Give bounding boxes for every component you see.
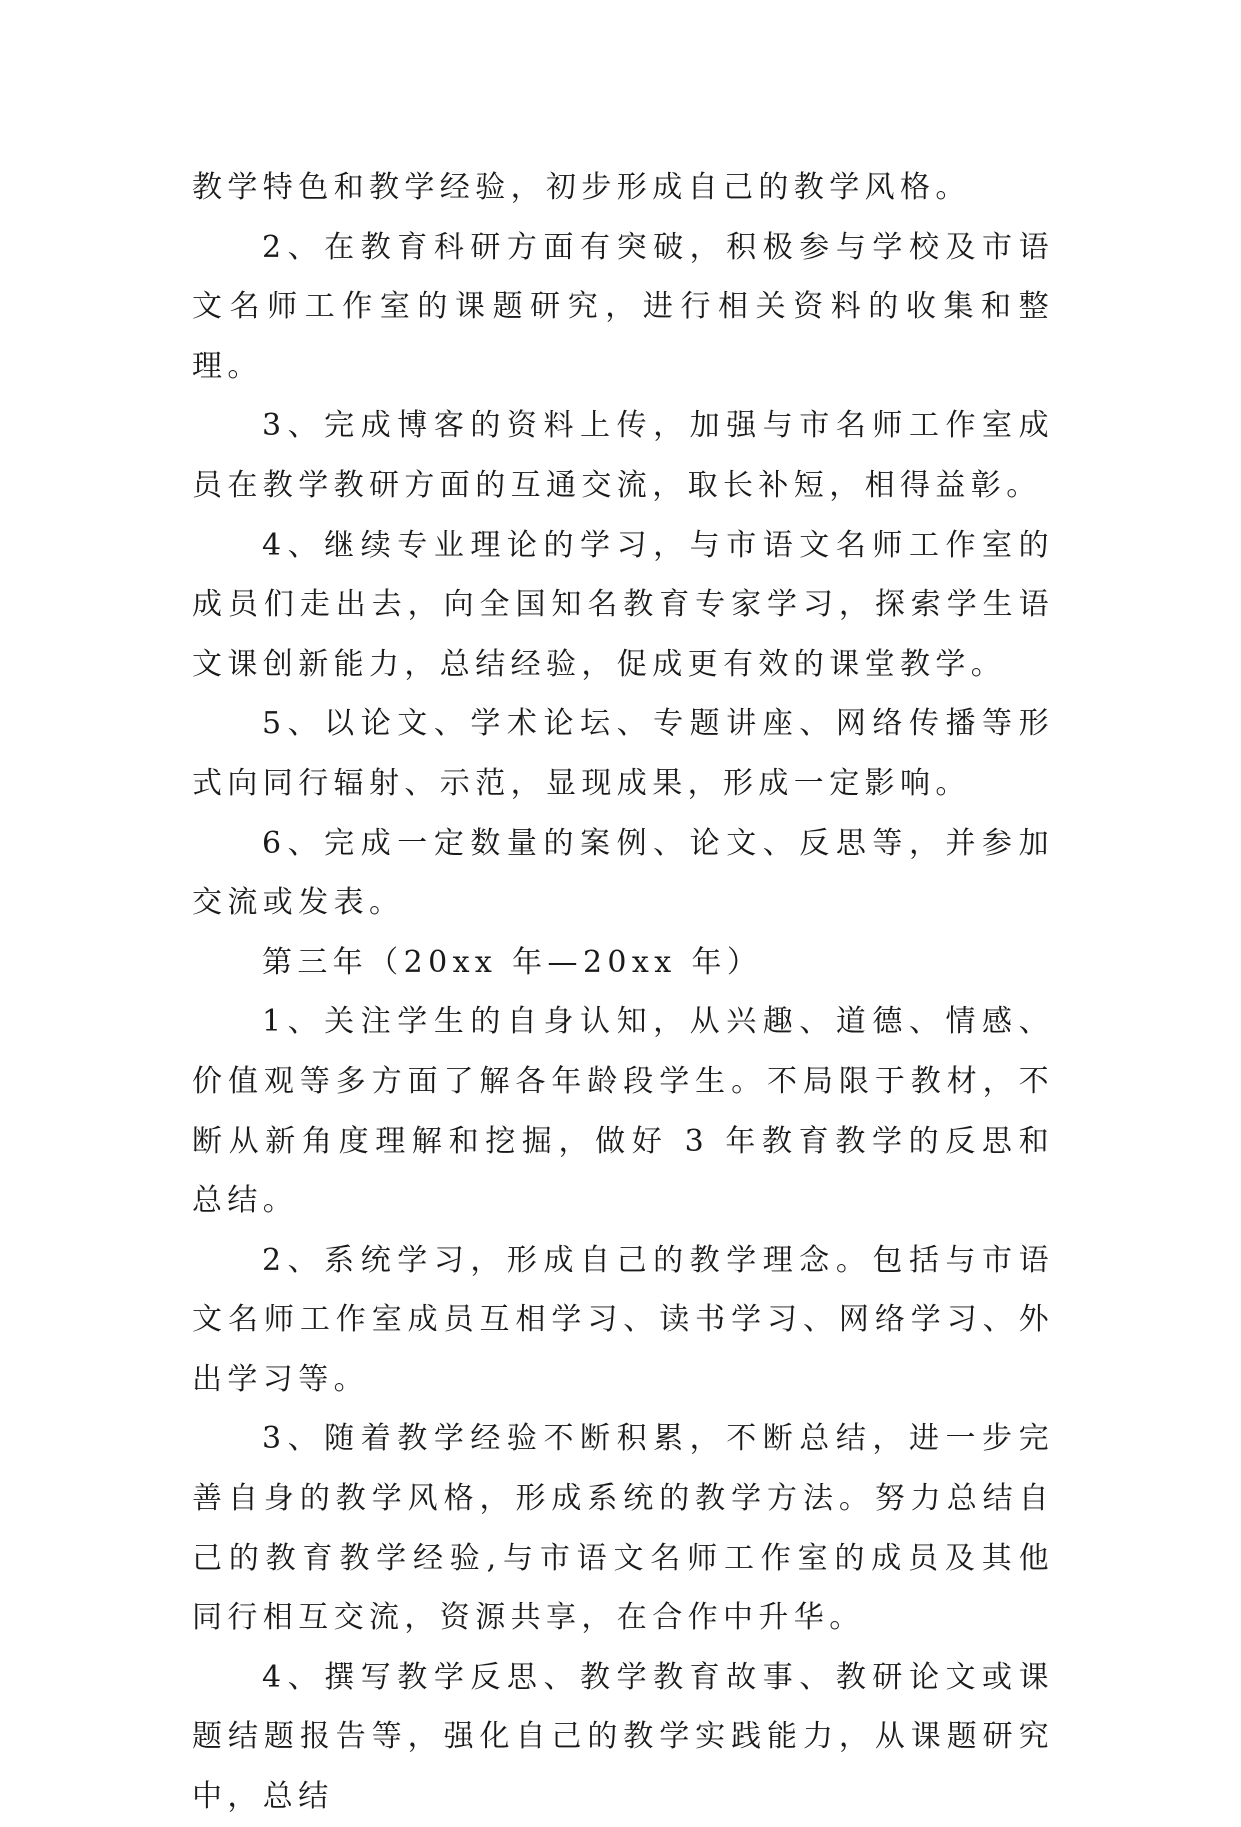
paragraph-continuation: 教学特色和教学经验，初步形成自己的教学风格。	[192, 170, 971, 205]
paragraph-year3-item-4: 4、撰写教学反思、教学教育故事、教研论文或课题结题报告等，强化自己的教学实践能力，从课题研究中，总结	[192, 1659, 1054, 1815]
paragraph-item-4-theory: 4、继续专业理论的学习，与市语文名师工作室的成员们走出去，向全国知名教育专家学习，探索学生语文课创新能力，总结经验，促成更有效的课堂教学。	[192, 527, 1054, 682]
section-heading-third-year: 第三年（20xx 年—20xx 年）	[262, 944, 763, 980]
document-body	[192, 158, 1054, 1827]
paragraph-year3-item-2: 2、系统学习，形成自己的教学理念。包括与市语文名师工作室成员互相学习、读书学习、网络学习、外出学习等。	[192, 1242, 1054, 1397]
paragraph-year3-item-3: 3、随着教学经验不断积累，不断总结，进一步完善自身的教学风格，形成系统的教学方法。努力总结自己的教育教学经验,与市语文名师工作室的成员及其他同行相互交流，资源共享，在合作中升华。	[192, 1421, 1054, 1636]
paragraph-item-3-blog: 3、完成博客的资料上传，加强与市名师工作室成员在教学教研方面的互通交流，取长补短，相得益彰。	[192, 408, 1054, 503]
paragraph-item-2-research: 2、在教育科研方面有突破，积极参与学校及市语文名师工作室的课题研究，进行相关资料的收集和整理。	[192, 229, 1054, 384]
paragraph-item-6-cases: 6、完成一定数量的案例、论文、反思等，并参加交流或发表。	[192, 825, 1054, 921]
paragraph-item-5-papers: 5、以论文、学术论坛、专题讲座、网络传播等形式向同行辐射、示范，显现成果，形成一定影响。	[192, 706, 1054, 801]
paragraph-year3-item-1: 1、关注学生的自身认知，从兴趣、道德、情感、价值观等多方面了解各年龄段学生。不局限于教材，不断从新角度理解和挖掘，做好 3 年教育教学的反思和总结。	[192, 1004, 1054, 1219]
